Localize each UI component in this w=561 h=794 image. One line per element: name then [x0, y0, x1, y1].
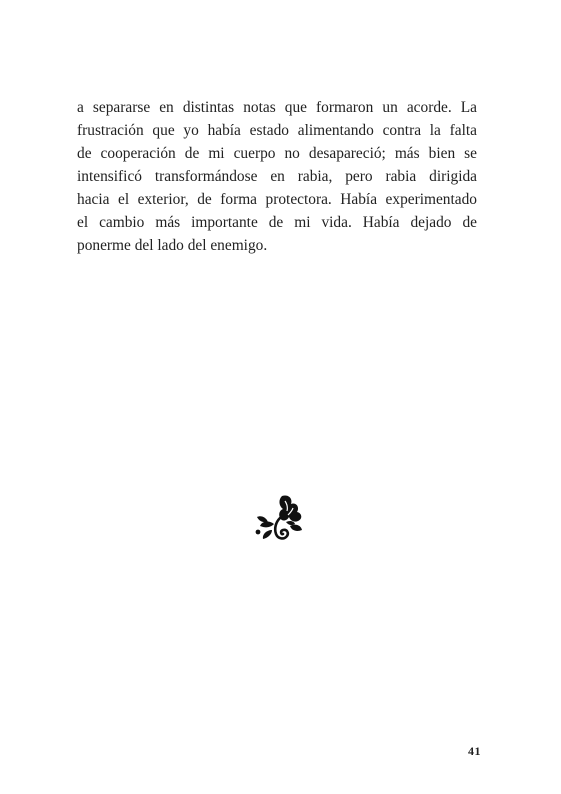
page-number: 41 [468, 744, 481, 758]
paragraph-line: ponerme del lado del enemigo. [77, 237, 268, 254]
paragraph-line: frustración que yo había estado alimentando contra la falta [77, 122, 477, 139]
paragraph-line: intensificó transformándose en rabia, pero rabia dirigida [77, 168, 477, 185]
paragraph-line: a separarse en distintas notas que formaron un acorde. La [77, 99, 477, 116]
body-paragraph [77, 96, 477, 257]
paragraph-line: el cambio más importante de mi vida. Había dejado de [77, 214, 477, 231]
floral-ornament-icon [252, 492, 308, 548]
paragraph-line: de cooperación de mi cuerpo no desapareció; más bien se [77, 145, 477, 162]
paragraph-line: hacia el exterior, de forma protectora. Había experimentado [77, 191, 477, 208]
